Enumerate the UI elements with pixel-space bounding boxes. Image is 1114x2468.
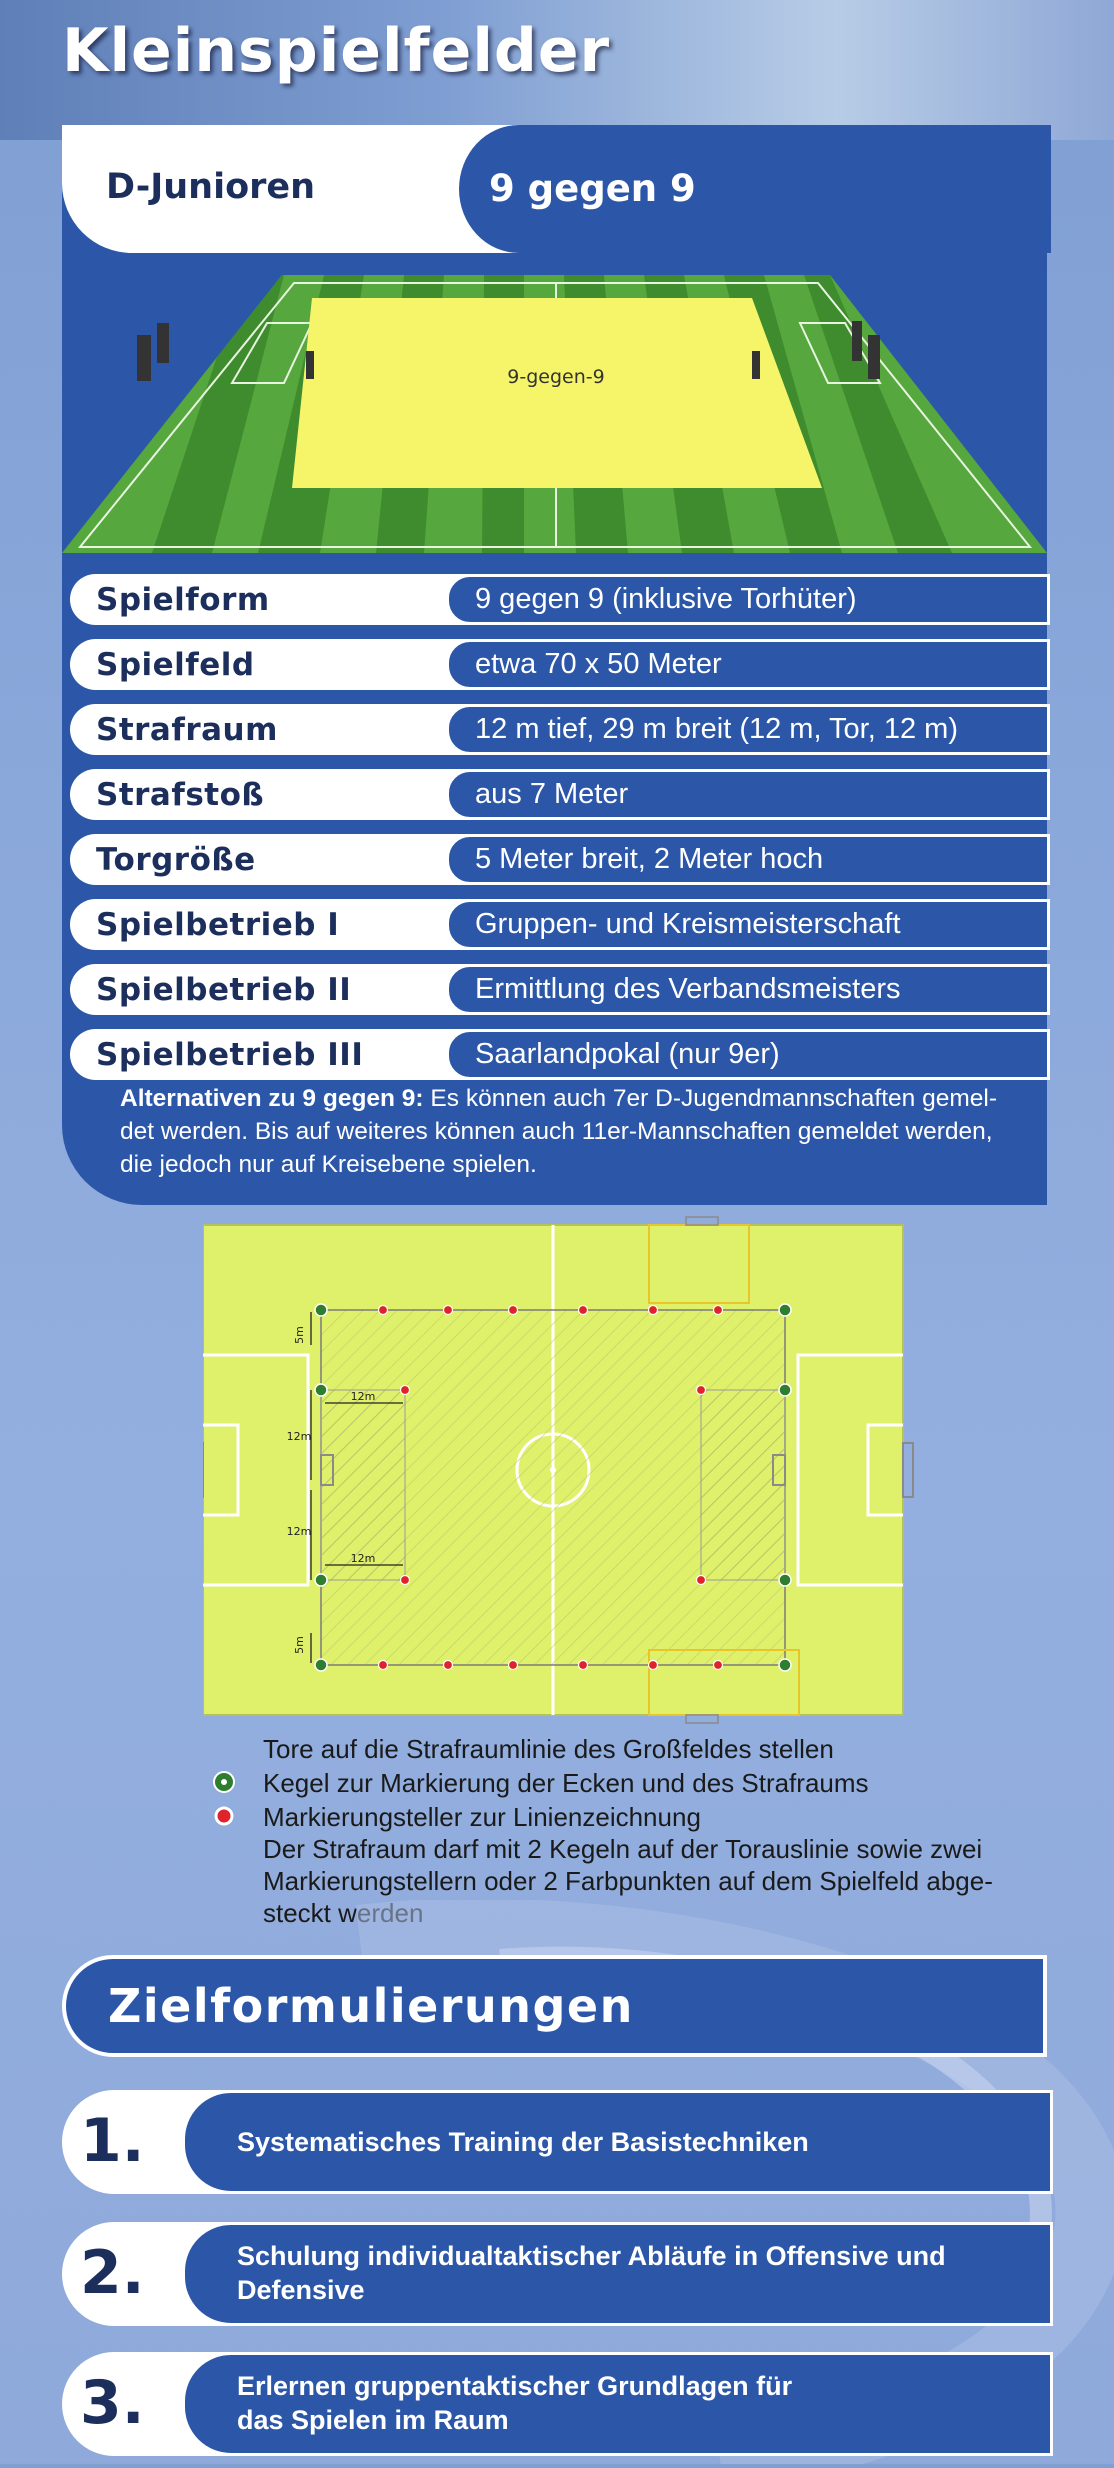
goal-item — [62, 2352, 1047, 2456]
row-value: Ermittlung des Verbandsmeisters — [475, 973, 901, 1005]
row-value-box — [446, 574, 1050, 625]
table-row — [70, 704, 1047, 755]
table-row — [70, 1029, 1047, 1080]
small-field-overlay — [292, 298, 822, 488]
legend-line: Tore auf die Strafraumlinie des Großfeldes stellen — [263, 1734, 834, 1764]
green-cone-icon — [213, 1771, 235, 1793]
goal-number: 2. — [80, 2238, 145, 2308]
dim-label: 12m — [350, 1552, 376, 1565]
row-value-box — [446, 769, 1050, 820]
goals-section-title — [62, 1955, 1047, 2057]
row-value: Gruppen- und Kreismeisterschaft — [475, 908, 901, 940]
category-value: 9 gegen 9 — [489, 167, 696, 210]
table-row — [70, 574, 1047, 625]
row-value: 12 m tief, 29 m breit (12 m, Tor, 12 m) — [475, 713, 958, 745]
row-label: Strafstoß — [96, 777, 265, 813]
pitch-svg — [62, 253, 1047, 555]
goal-text: Systematisches Training der Basistechniken — [237, 2127, 809, 2157]
row-label: Spielfeld — [96, 647, 255, 683]
legend-line: Markierungstellern oder 2 Farbpunkten auf dem Spielfeld abge- — [263, 1866, 993, 1896]
goal-text: das Spielen im Raum — [237, 2405, 509, 2435]
row-value-box — [446, 704, 1050, 755]
page-title: Kleinspielfelder — [62, 16, 611, 86]
row-label: Spielbetrieb III — [96, 1037, 364, 1073]
goal-text: Defensive — [237, 2275, 365, 2305]
row-value: 9 gegen 9 (inklusive Torhüter) — [475, 583, 857, 615]
dim-label: 5m — [293, 1636, 306, 1654]
note-text: Es können auch 7er D-Jugendmannschaften gemel-det werden. Bis auf weiteres können auch 11er-Mannschaften gemeldet werden, die jedoch nur auf Kreisebene spielen. — [120, 1085, 997, 1178]
note-heading: Alternativen zu 9 gegen 9: — [120, 1085, 424, 1112]
row-label: Torgröße — [96, 842, 256, 878]
small-field-label: 9-gegen-9 — [507, 366, 605, 388]
goal-item — [62, 2090, 1047, 2194]
field-diagram-svg — [203, 1215, 923, 1725]
legend-line: steckt werden — [263, 1898, 424, 1928]
goal-text: Erlernen gruppentaktischer Grundlagen für — [237, 2371, 793, 2401]
dim-label: 5m — [293, 1326, 306, 1344]
table-row — [70, 964, 1047, 1015]
legend-line: Der Strafraum darf mit 2 Kegeln auf der Torauslinie sowie zwei — [263, 1834, 983, 1864]
category-label: D-Junioren — [106, 167, 316, 207]
row-value: 5 Meter breit, 2 Meter hoch — [475, 843, 824, 875]
table-row — [70, 769, 1047, 820]
table-row — [70, 639, 1047, 690]
field-diagram — [203, 1215, 923, 1725]
goal-text-box — [182, 2352, 1053, 2456]
goal-text-box — [182, 2090, 1053, 2194]
goal-number: 3. — [80, 2368, 145, 2438]
row-value: Saarlandpokal (nur 9er) — [475, 1038, 780, 1070]
row-value: etwa 70 x 50 Meter — [475, 648, 722, 680]
table-row — [70, 899, 1047, 950]
legend-line: Markierungsteller zur Linienzeichnung — [263, 1802, 701, 1832]
goal-item — [62, 2222, 1047, 2326]
row-value-box — [446, 1029, 1050, 1080]
goal-text-box — [182, 2222, 1053, 2326]
row-value-box — [446, 639, 1050, 690]
row-value-box — [446, 899, 1050, 950]
legend-line: Kegel zur Markierung der Ecken und des Strafraums — [263, 1768, 869, 1798]
goal-number: 1. — [80, 2106, 145, 2176]
table-row — [70, 834, 1047, 885]
row-value-box — [446, 964, 1050, 1015]
row-label: Strafraum — [96, 712, 278, 748]
row-label: Spielbetrieb II — [96, 972, 352, 1008]
row-label: Spielform — [96, 582, 270, 618]
goals-title: Zielformulierungen — [108, 1979, 634, 2033]
alternatives-note — [120, 1082, 1020, 1181]
pitch-illustration — [62, 253, 1047, 555]
category-value-box — [455, 125, 1051, 253]
row-label: Spielbetrieb I — [96, 907, 340, 943]
dim-label: 12m — [286, 1430, 312, 1443]
dim-label: 12m — [350, 1390, 376, 1403]
row-value: aus 7 Meter — [475, 778, 629, 810]
dim-label: 12m — [286, 1525, 312, 1538]
red-marker-icon — [213, 1805, 235, 1827]
goal-text: Schulung individualtaktischer Abläufe in Offensive und — [237, 2241, 946, 2271]
row-value-box — [446, 834, 1050, 885]
